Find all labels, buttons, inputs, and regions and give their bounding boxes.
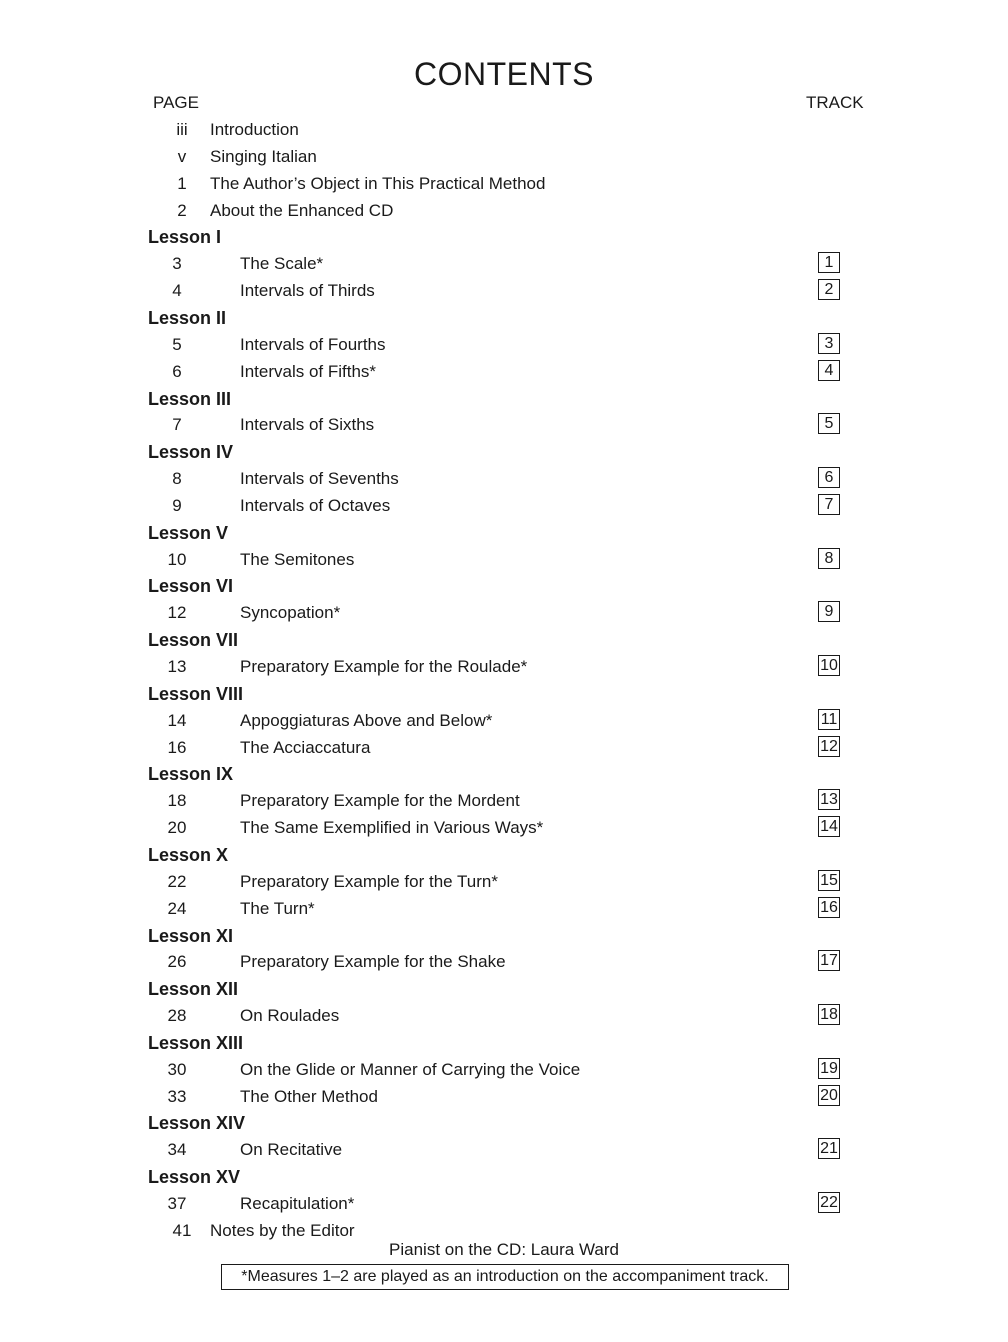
entry-title: Intervals of Fourths xyxy=(240,334,386,354)
lesson-title: Lesson I xyxy=(148,227,222,248)
lesson-title: Lesson XV xyxy=(148,1167,241,1188)
entry-page-number: 28 xyxy=(167,1006,187,1026)
entry-title: On Recitative xyxy=(240,1140,343,1160)
entry-title: Intervals of Thirds xyxy=(240,281,375,301)
entry-page-number: 6 xyxy=(172,361,182,381)
contents-entry xyxy=(0,278,1008,305)
track-number-box: 1 xyxy=(818,252,840,273)
track-number-box: 10 xyxy=(818,655,840,676)
track-number-box: 8 xyxy=(818,548,840,569)
lesson-heading xyxy=(0,439,1008,466)
track-number-box: 6 xyxy=(818,467,840,488)
lesson-title: Lesson XIV xyxy=(148,1113,246,1134)
contents-entry xyxy=(0,708,1008,735)
contents-entry xyxy=(0,493,1008,520)
entry-page-number: 37 xyxy=(167,1194,187,1213)
track-number-box: 2 xyxy=(818,279,840,300)
lesson-heading xyxy=(0,681,1008,708)
lesson-heading xyxy=(0,842,1008,869)
entry-page-number: 34 xyxy=(167,1140,187,1160)
contents-entry xyxy=(0,788,1008,815)
lesson-heading xyxy=(0,573,1008,600)
contents-entry xyxy=(0,654,1008,681)
entry-title: The Scale* xyxy=(240,254,324,274)
contents-entry xyxy=(0,466,1008,493)
entry-page-number: 30 xyxy=(167,1059,187,1079)
track-number-box: 19 xyxy=(818,1058,840,1079)
entry-title: The Author’s Object in This Practical Method xyxy=(210,173,546,193)
entry-title: Preparatory Example for the Roulade* xyxy=(240,657,528,676)
entry-title: The Other Method xyxy=(240,1086,378,1106)
entry-page-number: iii xyxy=(176,120,188,139)
entry-page-number: 10 xyxy=(167,549,187,569)
entry-title: Notes by the Editor xyxy=(210,1220,355,1240)
lesson-heading xyxy=(0,224,1008,251)
track-number-box: 12 xyxy=(818,736,840,757)
track-column-header: TRACK xyxy=(806,93,864,112)
lesson-title: Lesson V xyxy=(148,522,229,543)
lesson-title: Lesson VII xyxy=(148,630,239,651)
entry-page-number: 9 xyxy=(172,495,182,515)
lesson-heading xyxy=(0,386,1008,413)
contents-entry xyxy=(0,735,1008,762)
entry-page-number: 1 xyxy=(177,173,187,193)
contents-entry xyxy=(0,117,1008,144)
track-number-box: 13 xyxy=(818,789,840,810)
entry-page-number: 3 xyxy=(172,254,182,274)
entry-page-number: 33 xyxy=(167,1086,187,1106)
entry-title: Introduction xyxy=(210,120,299,139)
lesson-heading xyxy=(0,627,1008,654)
contents-entry xyxy=(0,171,1008,198)
track-number-box: 7 xyxy=(818,494,840,515)
lesson-heading xyxy=(0,1164,1008,1191)
contents-entry xyxy=(0,1003,1008,1030)
entry-title: On Roulades xyxy=(240,1006,340,1026)
entry-title: Intervals of Fifths* xyxy=(240,361,377,381)
lesson-heading xyxy=(0,976,1008,1003)
entry-title: Intervals of Sevenths xyxy=(240,469,399,489)
lesson-heading xyxy=(0,761,1008,788)
entry-page-number: 24 xyxy=(167,898,187,918)
entry-title: Intervals of Sixths xyxy=(240,415,375,435)
lesson-title: Lesson VI xyxy=(148,576,234,597)
lesson-title: Lesson XIII xyxy=(148,1032,244,1053)
contents-entry xyxy=(0,600,1008,627)
entry-title: The Same Exemplified in Various Ways* xyxy=(240,818,544,838)
page-title: CONTENTS xyxy=(414,56,594,92)
entry-page-number: 12 xyxy=(167,603,187,623)
lesson-heading xyxy=(0,1110,1008,1137)
track-number-box: 16 xyxy=(818,897,840,918)
track-number-box: 5 xyxy=(818,413,840,434)
contents-entry xyxy=(0,412,1008,439)
entry-title: The Turn* xyxy=(240,898,315,918)
lesson-title: Lesson VIII xyxy=(148,683,244,704)
lesson-title: Lesson III xyxy=(148,388,232,409)
lesson-title: Lesson XII xyxy=(148,979,239,1000)
footnote-box: *Measures 1–2 are played as an introduction on the accompaniment track. xyxy=(221,1264,789,1290)
lesson-title: Lesson IV xyxy=(148,442,234,463)
contents-entry xyxy=(0,359,1008,386)
contents-entry xyxy=(0,1084,1008,1111)
track-number-box: 17 xyxy=(818,950,840,971)
entry-title: The Acciaccatura xyxy=(240,737,371,757)
lesson-title: Lesson II xyxy=(148,307,227,328)
entry-title: Recapitulation* xyxy=(240,1194,355,1213)
entry-page-number: 7 xyxy=(172,415,182,435)
entry-title: Intervals of Octaves xyxy=(240,495,391,515)
entry-title: About the Enhanced CD xyxy=(210,200,394,220)
contents-entry xyxy=(0,815,1008,842)
track-number-box: 20 xyxy=(818,1085,840,1106)
entry-page-number: 16 xyxy=(167,737,187,757)
contents-entry xyxy=(0,547,1008,574)
contents-entry xyxy=(0,251,1008,278)
entry-page-number: 13 xyxy=(167,657,187,676)
lesson-title: Lesson XI xyxy=(148,925,234,946)
lesson-title: Lesson IX xyxy=(148,764,234,785)
page-column-header: PAGE xyxy=(153,93,199,112)
entry-title: Preparatory Example for the Shake xyxy=(240,952,506,972)
contents-entry xyxy=(0,332,1008,359)
track-number-box: 18 xyxy=(818,1004,840,1025)
contents-entry xyxy=(0,1057,1008,1084)
pianist-credit: Pianist on the CD: Laura Ward xyxy=(389,1240,619,1259)
lesson-heading xyxy=(0,305,1008,332)
contents-entry xyxy=(0,1137,1008,1164)
lesson-heading xyxy=(0,1030,1008,1057)
entry-page-number: 2 xyxy=(177,200,187,220)
entry-page-number: 14 xyxy=(167,710,187,730)
entry-title: Preparatory Example for the Mordent xyxy=(240,791,520,811)
lesson-heading xyxy=(0,520,1008,547)
entry-page-number: v xyxy=(177,146,187,166)
track-number-box: 9 xyxy=(818,601,840,622)
entry-title: Preparatory Example for the Turn* xyxy=(240,871,498,891)
entry-page-number: 20 xyxy=(167,818,187,838)
lesson-heading xyxy=(0,923,1008,950)
entry-title: Syncopation* xyxy=(240,603,341,623)
track-number-box: 11 xyxy=(818,709,840,730)
entry-page-number: 4 xyxy=(172,281,182,301)
track-number-box: 14 xyxy=(818,816,840,837)
lesson-title: Lesson X xyxy=(148,844,229,865)
contents-entry xyxy=(0,1191,1008,1218)
track-number-box: 22 xyxy=(818,1192,840,1213)
entry-page-number: 8 xyxy=(172,469,182,489)
entry-title: The Semitones xyxy=(240,549,355,569)
track-number-box: 3 xyxy=(818,333,840,354)
entry-page-number: 18 xyxy=(167,791,187,811)
entry-page-number: 26 xyxy=(167,952,187,972)
entry-page-number: 5 xyxy=(172,334,182,354)
contents-entry xyxy=(0,198,1008,225)
contents-entry xyxy=(0,869,1008,896)
contents-entry xyxy=(0,949,1008,976)
track-number-box: 4 xyxy=(818,360,840,381)
entry-page-number: 22 xyxy=(167,871,187,891)
entry-page-number: 41 xyxy=(172,1220,192,1240)
contents-entry xyxy=(0,144,1008,171)
track-number-box: 21 xyxy=(818,1138,840,1159)
track-number-box: 15 xyxy=(818,870,840,891)
entry-title: On the Glide or Manner of Carrying the Voice xyxy=(240,1059,581,1079)
entry-title: Appoggiaturas Above and Below* xyxy=(240,710,493,730)
contents-entry xyxy=(0,896,1008,923)
entry-title: Singing Italian xyxy=(210,146,317,166)
